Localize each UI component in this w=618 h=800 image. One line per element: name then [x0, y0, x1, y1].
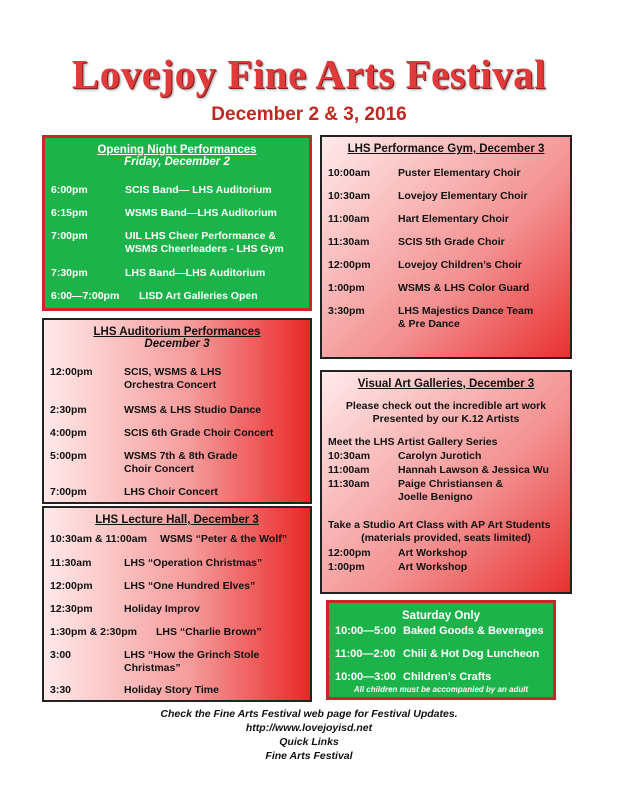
festival-date: December 2 & 3, 2016 [211, 104, 407, 125]
lecture-hall-box: LHS Lecture Hall, December 3 10:30am & 11:00am WSMS “Peter & the Wolf” 11:30am LHS “Operation Christmas” 12:00pm LHS “One Hundred Elves” 12:30pm Holiday Improv 1:30pm & 2:30pm LHS “Charlie Brown” 3:00 LHS “How the Grinch Stole Christmas” 3:30 Holiday Story Time [42, 506, 312, 702]
footer-updates: Check the Fine Arts Festival web page for Festival Updates. [160, 708, 458, 720]
footer-quick-links[interactable]: Quick Links [279, 736, 339, 748]
auditorium-box: LHS Auditorium Performances December 3 12:00pm SCIS, WSMS & LHS Orchestra Concert 2:30pm WSMS & LHS Studio Dance 4:00pm SCIS 6th Grade Choir Concert 5:00pm WSMS 7th & 8th Grade Choir Concert 7:00pm LHS Choir Concert [42, 318, 312, 504]
galleries-intro: Please check out the incredible art work [345, 400, 547, 412]
lecture-hall-heading: LHS Lecture Hall, December 3 [95, 514, 259, 526]
opening-night-box: Opening Night Performances Friday, December 2 6:00pm SCIS Band— LHS Auditorium 6:15pm WSMS Band—LHS Auditorium 7:00pm UIL LHS Cheer Performance & WSMS Cheerleaders - LHS Gym 7:30pm LHS Band—LHS Auditorium 6:00—7:00pm LISD Art Galleries Open [42, 135, 312, 311]
footer-url[interactable]: http://www.lovejoyisd.net [245, 722, 373, 734]
art-galleries-box: Visual Art Galleries, December 3 Please check out the incredible art work Presented by our K.12 Artists Meet the LHS Artist Gallery Series 10:30am Carolyn Jurotich 11:00am Hannah Lawson & Jessica Wu 11:30am Paige Christiansen & Joelle Benigno Take a Studio Art Class with AP Art Students (materials provided, seats limited) 12:00pm Art Workshop 1:00pm Art Workshop [320, 370, 572, 594]
gallery-series-title: Meet the LHS Artist Gallery Series [328, 436, 498, 448]
studio-class-subtitle: (materials provided, seats limited) [361, 532, 531, 544]
adult-note: All children must be accompanied by an adult [353, 685, 529, 694]
art-galleries-heading: Visual Art Galleries, December 3 [357, 378, 535, 390]
galleries-intro: Presented by our K.12 Artists [372, 413, 520, 425]
performance-gym-heading: LHS Performance Gym, December 3 [347, 143, 545, 155]
opening-night-heading: Opening Night Performances [97, 144, 257, 156]
saturday-box: Saturday Only 10:00—5:00 Baked Goods & Beverages 11:00—2:00 Chili & Hot Dog Luncheon 10:00—3:00 Children’s Crafts All children must be accompanied by an adult [326, 600, 556, 700]
festival-title: Lovejoy Fine Arts Festival [71, 51, 547, 97]
performance-gym-box: LHS Performance Gym, December 3 10:00am Puster Elementary Choir 10:30am Lovejoy Elementary Choir 11:00am Hart Elementary Choir 11:30am SCIS 5th Grade Choir 12:00pm Lovejoy Children’s Choir 1:00pm WSMS & LHS Color Guard 3:30pm LHS Majestics Dance Team & Pre Dance [320, 135, 572, 359]
auditorium-subheading: December 3 [144, 338, 210, 350]
saturday-heading: Saturday Only [402, 610, 480, 622]
opening-night-subheading: Friday, December 2 [124, 156, 230, 168]
footer-festival-link[interactable]: Fine Arts Festival [265, 750, 353, 762]
studio-class-title: Take a Studio Art Class with AP Art Students [328, 519, 551, 531]
auditorium-heading: LHS Auditorium Performances [93, 326, 261, 338]
